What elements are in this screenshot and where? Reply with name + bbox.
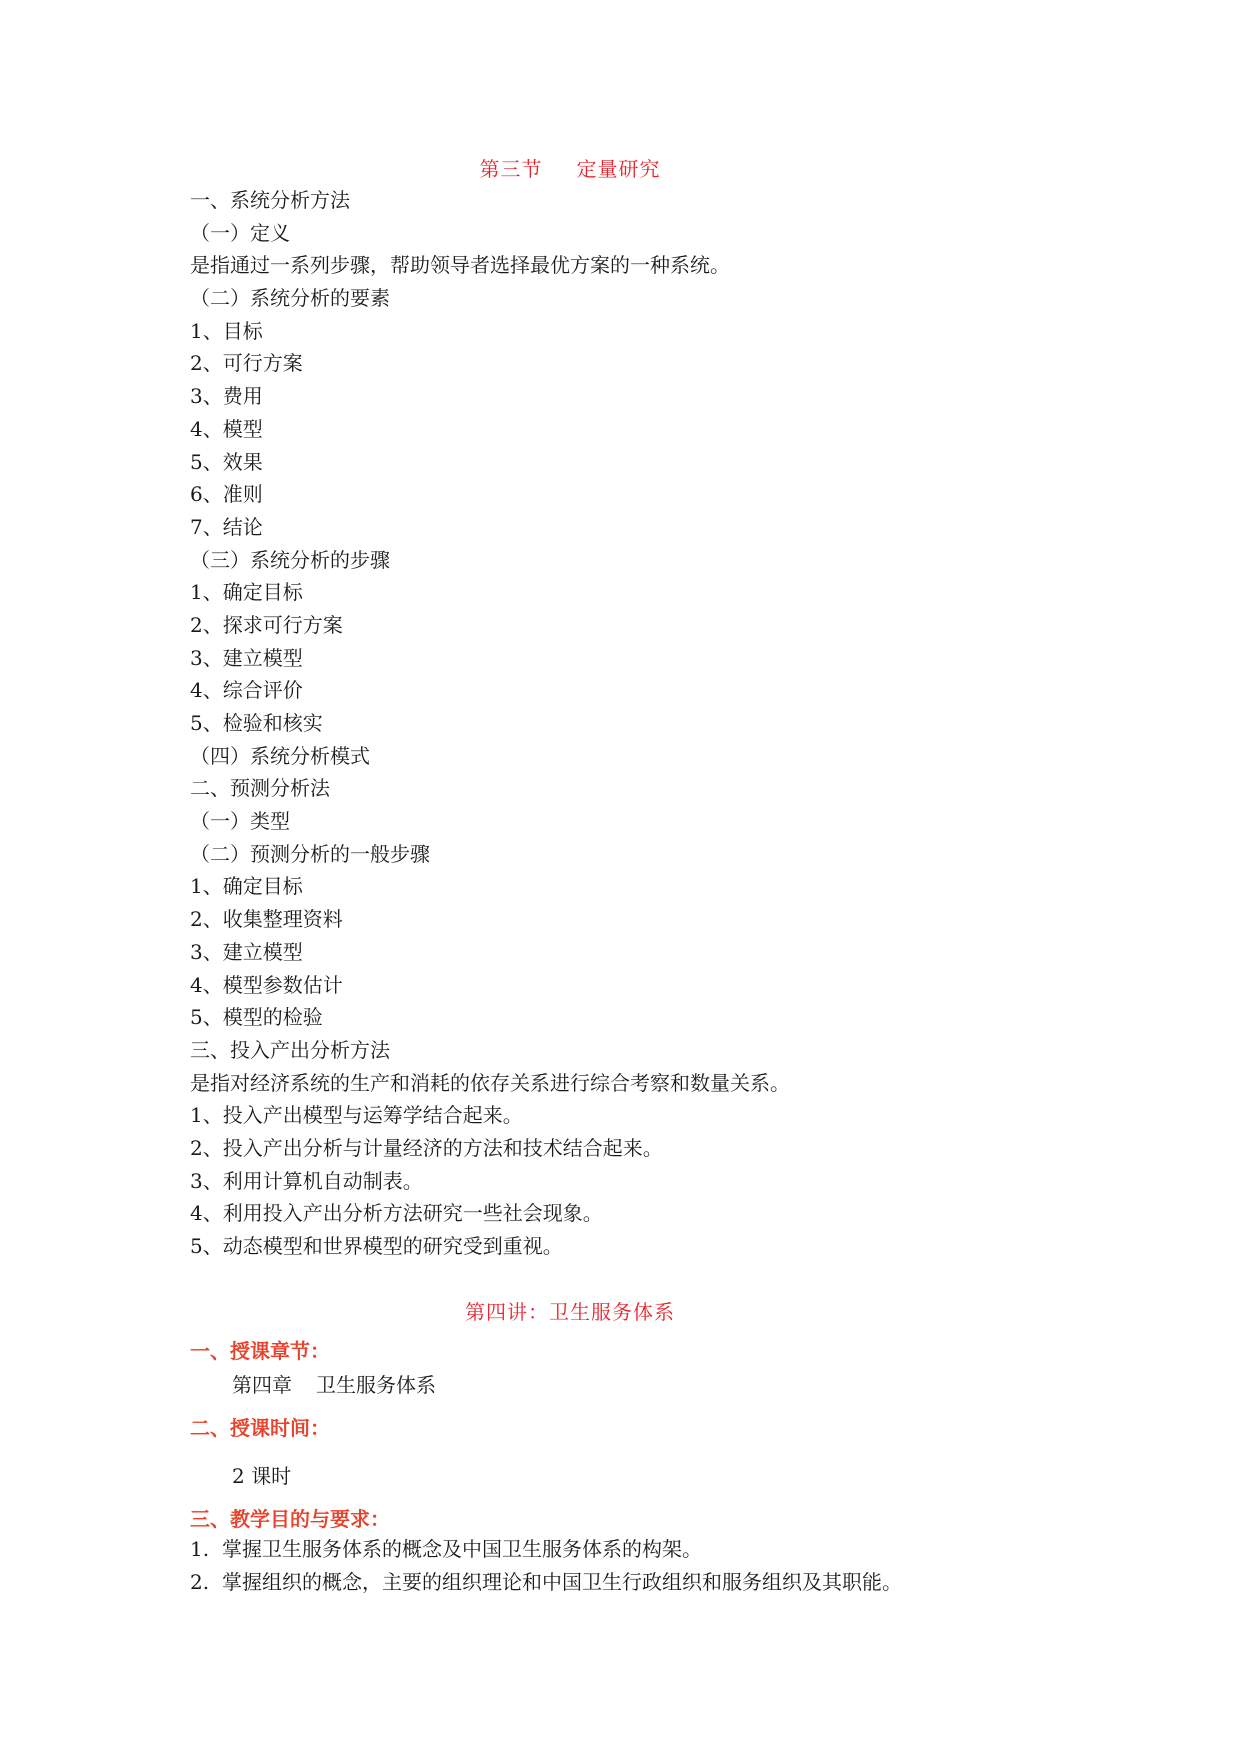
text-line: 3、建立模型 (190, 939, 303, 964)
text-line: 2、收集整理资料 (190, 907, 343, 932)
list-number: 1. (190, 1537, 210, 1561)
text-line: 4、模型 (190, 416, 263, 441)
heading-time: 二、授课时间： (190, 1416, 330, 1440)
text-line: 三、投入产出分析方法 (190, 1037, 390, 1062)
text-line: 2、投入产出分析与计量经济的方法和技术结合起来。 (190, 1135, 663, 1160)
lecture-title: 第四讲：卫生服务体系 (465, 1300, 675, 1324)
text-line: 6、准则 (190, 482, 263, 507)
text-line: 2、可行方案 (190, 351, 303, 376)
list-text: 掌握卫生服务体系的概念及中国卫生服务体系的构架。 (222, 1537, 702, 1561)
text-line: （三）系统分析的步骤 (190, 547, 390, 572)
text-line: （一）定义 (190, 220, 290, 245)
section-number: 第三节 (479, 157, 543, 181)
text-line: 1、投入产出模型与运筹学结合起来。 (190, 1103, 523, 1128)
text-line: （一）类型 (190, 809, 290, 834)
text-line: （二）预测分析的一般步骤 (190, 841, 430, 866)
text-line: 2、探求可行方案 (190, 612, 343, 637)
text-line: 是指通过一系列步骤，帮助领导者选择最优方案的一种系统。 (190, 253, 730, 278)
text-line: 一、系统分析方法 (190, 188, 350, 212)
text-line: 7、结论 (190, 514, 263, 539)
list-text: 掌握组织的概念，主要的组织理论和中国卫生行政组织和服务组织及其职能。 (222, 1570, 902, 1594)
text-line: 3、费用 (190, 384, 263, 409)
heading-objectives: 三、教学目的与要求： (190, 1507, 390, 1531)
text-line: 1、确定目标 (190, 874, 303, 899)
text-line: 4、利用投入产出分析方法研究一些社会现象。 (190, 1201, 603, 1226)
list-item (190, 1533, 902, 1566)
objectives-list (190, 1533, 902, 1599)
text-line: 二、预测分析法 (190, 776, 330, 801)
list-number: 2. (190, 1570, 210, 1594)
text-line: 5、动态模型和世界模型的研究受到重视。 (190, 1234, 563, 1258)
heading-chapter: 一、授课章节： (190, 1339, 330, 1363)
text-line: 4、模型参数估计 (190, 972, 343, 997)
text-line: 5、检验和核实 (190, 711, 323, 735)
body-text (190, 184, 1050, 1263)
text-line: （四）系统分析模式 (190, 743, 370, 768)
section-title (190, 153, 950, 182)
text-line: 3、利用计算机自动制表。 (190, 1168, 423, 1193)
text-line: 5、模型的检验 (190, 1005, 323, 1030)
chapter-line (232, 1369, 436, 1398)
chapter-name: 卫生服务体系 (316, 1373, 436, 1397)
chapter-number: 第四章 (232, 1373, 292, 1397)
list-item (190, 1566, 902, 1599)
text-line: 是指对经济系统的生产和消耗的依存关系进行综合考察和数量关系。 (190, 1070, 790, 1095)
text-line: 3、建立模型 (190, 645, 303, 670)
text-line: 4、综合评价 (190, 678, 303, 703)
text-line: （二）系统分析的要素 (190, 286, 390, 311)
class-hours: 2 课时 (232, 1464, 292, 1488)
section-name: 定量研究 (576, 157, 661, 181)
text-line: 5、效果 (190, 449, 263, 474)
text-line: 1、目标 (190, 318, 263, 343)
text-line: 1、确定目标 (190, 580, 303, 605)
